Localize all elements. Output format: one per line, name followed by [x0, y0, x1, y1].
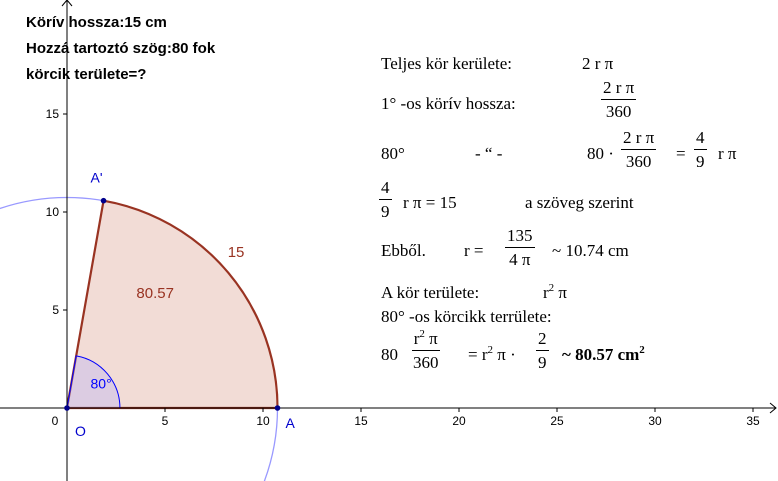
full-circumference-value: 2 r π	[582, 54, 614, 73]
fraction-numerator: 4	[379, 179, 392, 200]
fraction-denominator: 9	[381, 202, 390, 221]
one-degree-arc-label: 1° -os körív hossza:	[381, 94, 516, 113]
point-A-label: A	[285, 415, 295, 431]
task-angle: Hozzá tartoztó szög:80 fok	[26, 40, 216, 57]
x-tick-label: 30	[648, 414, 662, 428]
fraction-denominator: 4 π	[509, 250, 531, 269]
point-A-prime[interactable]	[101, 198, 107, 204]
sector-area-middle: = $r^2$ π ·	[468, 344, 516, 364]
fraction-denominator: 9	[538, 353, 547, 372]
arc-equation: r π = 15	[403, 193, 457, 212]
radius-fraction	[505, 227, 535, 268]
radius-approx-value: ~ 10.74 cm	[552, 241, 629, 260]
from-this-label: Ebből.	[381, 241, 426, 260]
fraction-numerator: 2 r π	[601, 79, 636, 100]
x-tick-label: 20	[452, 414, 466, 428]
arc-length-label: 15	[227, 244, 245, 262]
r-pi-term: r π	[718, 144, 737, 163]
four-ninths-fraction-2	[379, 179, 392, 220]
four-ninths-fraction	[694, 129, 707, 170]
fraction-denominator: 360	[413, 353, 439, 372]
fraction-numerator: 4	[694, 129, 707, 150]
sector-area-result: ~ 80.57 $cm^2$	[562, 344, 645, 364]
point-O-label: O	[75, 423, 86, 439]
fraction-denominator: 9	[696, 152, 705, 171]
eighty-degree-label: 80°	[381, 144, 405, 163]
circle-area-formula: $r^2$ π	[543, 282, 568, 302]
x-tick-label: 10	[256, 414, 270, 428]
eighty-times-label: 80 ·	[587, 144, 614, 163]
fraction-denominator: 360	[625, 152, 652, 171]
two-ninths-fraction	[536, 330, 549, 371]
origin-tick-label: 0	[51, 414, 59, 428]
eighty-prefix: 80	[381, 345, 398, 364]
circle-area-label: A kör területe:	[381, 283, 480, 302]
task-arc-length: Körív hossza:15 cm	[26, 14, 167, 31]
fraction-numerator: 135	[505, 227, 535, 248]
sector-area-label-text: 80° -os körcikk terrülete:	[381, 307, 552, 326]
according-to-text-note: a szöveg szerint	[525, 193, 634, 212]
point-O[interactable]	[64, 405, 70, 411]
point-A-prime-label: A'	[90, 169, 103, 186]
one-degree-arc-fraction	[601, 79, 636, 120]
x-tick-label: 15	[354, 414, 368, 428]
fraction-numerator: $r^2$ π	[412, 330, 440, 351]
x-tick-label: 25	[550, 414, 564, 428]
x-tick-label: 35	[746, 414, 760, 428]
eighty-degree-arc-fraction	[621, 129, 656, 170]
y-tick-label: 10	[45, 205, 59, 219]
ditto-marks: - “ -	[475, 144, 503, 163]
y-tick-label: 15	[45, 107, 59, 121]
sector-area-fraction	[411, 330, 441, 371]
radius-lhs: r =	[464, 241, 484, 260]
fraction-denominator: 360	[605, 102, 632, 121]
y-tick-label: 5	[52, 303, 59, 317]
fraction-numerator: 2 r π	[621, 129, 656, 150]
sector-area-label: 80.57	[136, 285, 174, 303]
task-question: körcik területe=?	[26, 66, 147, 83]
point-A[interactable]	[275, 405, 281, 411]
equals-sign: =	[676, 144, 686, 163]
full-circumference-label: Teljes kör kerülete:	[381, 54, 512, 73]
angle-label: 80°	[90, 375, 112, 392]
x-tick-label: 5	[161, 414, 169, 428]
fraction-numerator: 2	[536, 330, 549, 351]
